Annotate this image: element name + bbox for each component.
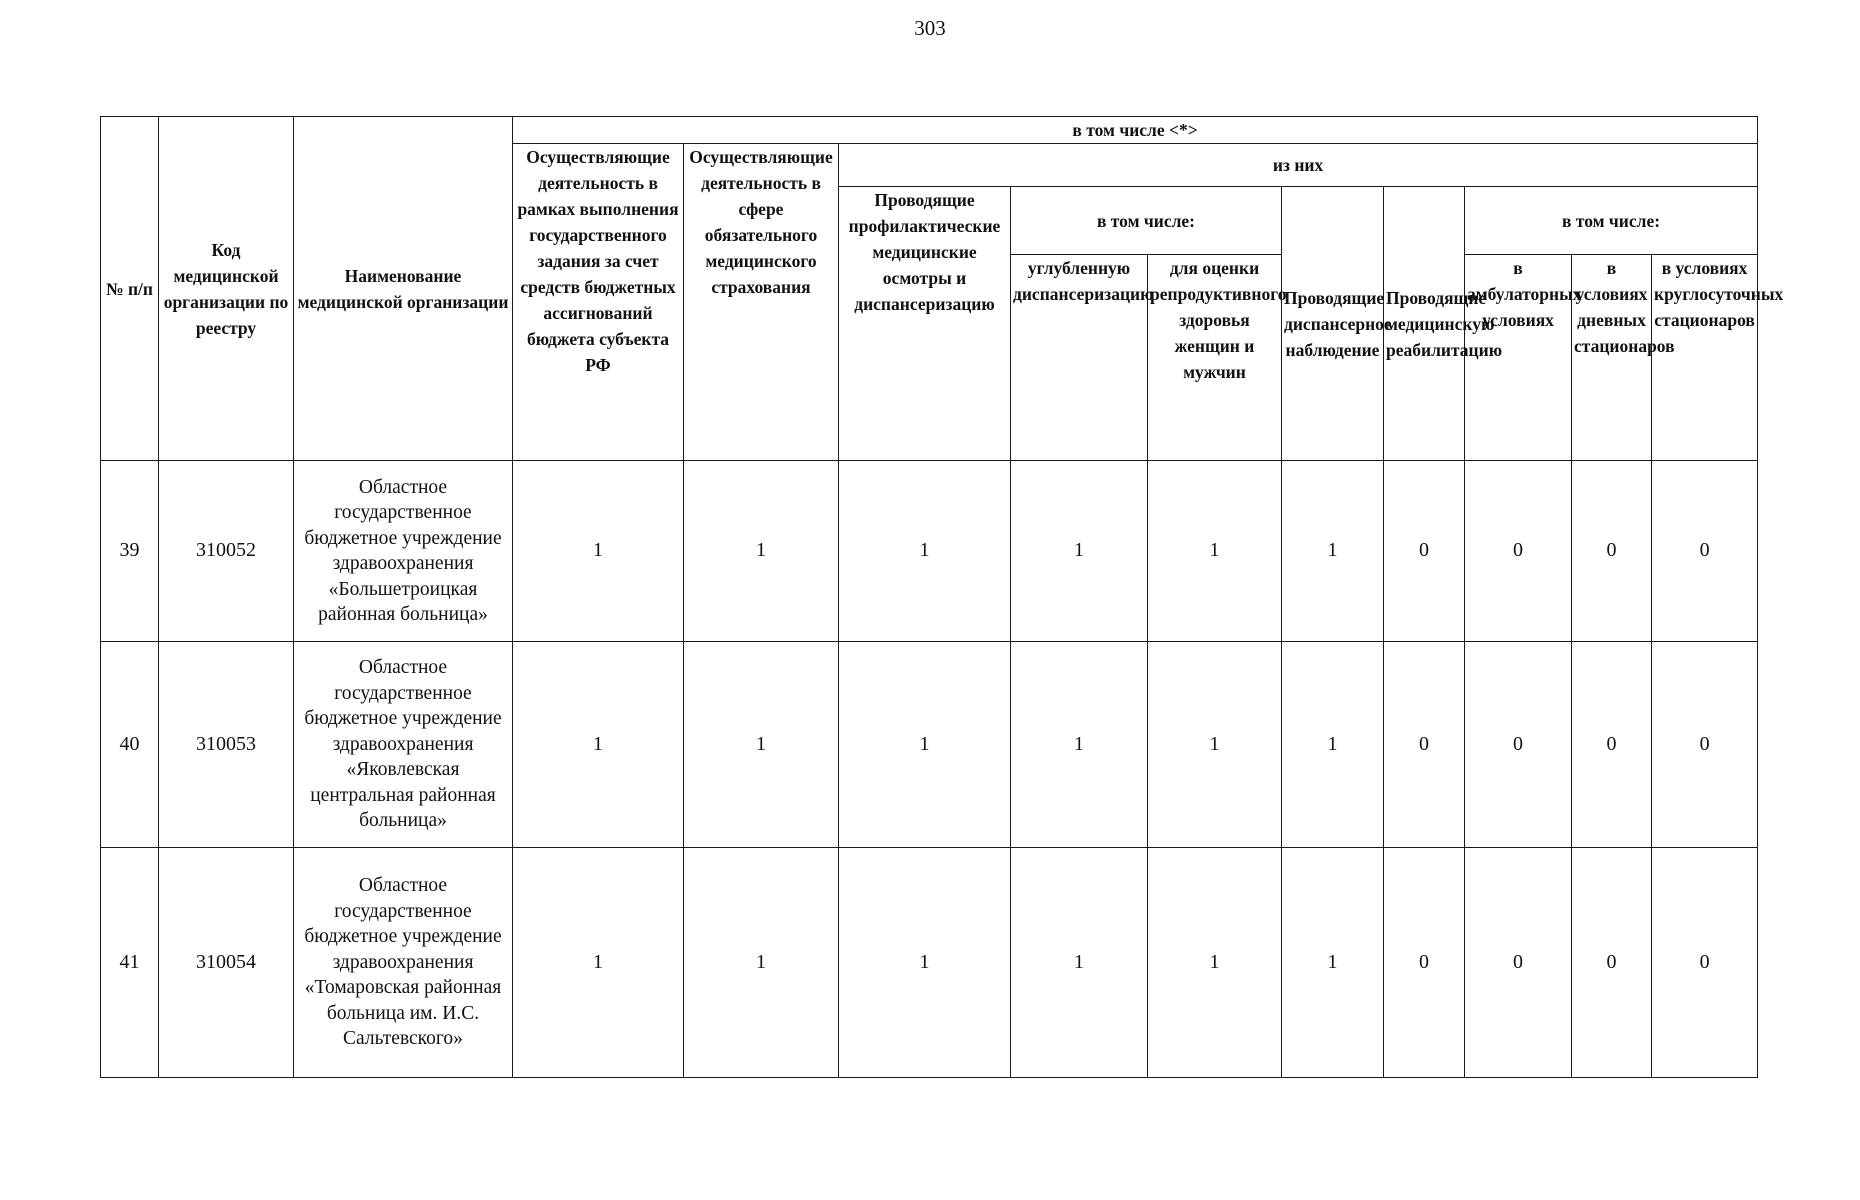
- cell-deep-dispensarization: 1: [1011, 848, 1148, 1078]
- cell-reproductive-health: 1: [1148, 848, 1282, 1078]
- cell-num: 41: [101, 848, 159, 1078]
- cell-outpatient: 0: [1465, 642, 1572, 848]
- header-including-rehabilitation: в том числе:: [1465, 187, 1758, 255]
- cell-rehabilitation: 0: [1384, 461, 1465, 642]
- cell-code: 310052: [159, 461, 294, 642]
- cell-reproductive-health: 1: [1148, 642, 1282, 848]
- cell-rehabilitation: 0: [1384, 642, 1465, 848]
- header-prophylactic: Проводящие профилактические медицинские осмотры и диспансеризацию: [839, 187, 1011, 461]
- cell-num: 40: [101, 642, 159, 848]
- cell-prophylactic: 1: [839, 642, 1011, 848]
- cell-reproductive-health: 1: [1148, 461, 1282, 642]
- cell-budget: 1: [513, 461, 684, 642]
- header-of-them: из них: [839, 144, 1758, 187]
- header-reproductive-health: для оценки репродуктивного здоровья женщин и мужчин: [1148, 255, 1282, 461]
- header-budget: Осуществляющие деятельность в рамках выполнения государственного задания за счет средств бюджетных ассигнований бюджета субъекта РФ: [513, 144, 684, 461]
- cell-prophylactic: 1: [839, 461, 1011, 642]
- page-number: 303: [914, 16, 946, 40]
- table-row: [101, 461, 1758, 642]
- cell-round-the-clock-hospital: 0: [1652, 848, 1758, 1078]
- cell-oms: 1: [684, 642, 839, 848]
- table-body: [101, 461, 1758, 1078]
- header-num: № п/п: [101, 117, 159, 461]
- cell-prophylactic: 1: [839, 848, 1011, 1078]
- header-code: Код медицинской организации по реестру: [159, 117, 294, 461]
- cell-rehabilitation: 0: [1384, 848, 1465, 1078]
- cell-dispensary: 1: [1282, 848, 1384, 1078]
- cell-round-the-clock-hospital: 0: [1652, 461, 1758, 642]
- header-name: Наименование медицинской организации: [294, 117, 513, 461]
- header-oms: Осуществляющие деятельность в сфере обязательного медицинского страхования: [684, 144, 839, 461]
- table-row: [101, 848, 1758, 1078]
- header-including-prophylactic: в том числе:: [1011, 187, 1282, 255]
- cell-day-hospital: 0: [1572, 848, 1652, 1078]
- header-round-the-clock-hospital: в условиях круглосуточных стационаров: [1652, 255, 1758, 461]
- cell-num: 39: [101, 461, 159, 642]
- header-outpatient: в амбулаторных условиях: [1465, 255, 1572, 461]
- table-header: [101, 117, 1784, 461]
- medical-organizations-table: [100, 116, 1784, 1078]
- header-dispensary: Проводящие диспансерное наблюдение: [1282, 187, 1384, 461]
- cell-budget: 1: [513, 642, 684, 848]
- cell-day-hospital: 0: [1572, 461, 1652, 642]
- cell-day-hospital: 0: [1572, 642, 1652, 848]
- cell-deep-dispensarization: 1: [1011, 642, 1148, 848]
- cell-name: Областное государственное бюджетное учреждение здравоохранения «Яковлевская центральная районная больница»: [294, 642, 513, 848]
- cell-budget: 1: [513, 848, 684, 1078]
- cell-code: 310053: [159, 642, 294, 848]
- header-deep-dispensarization: углубленную диспансеризацию: [1011, 255, 1148, 461]
- table-row: [101, 642, 1758, 848]
- cell-oms: 1: [684, 848, 839, 1078]
- cell-dispensary: 1: [1282, 642, 1384, 848]
- cell-code: 310054: [159, 848, 294, 1078]
- cell-outpatient: 0: [1465, 848, 1572, 1078]
- header-day-hospital: в условиях дневных стационаров: [1572, 255, 1652, 461]
- header-including-top: в том числе <*>: [513, 117, 1758, 144]
- cell-outpatient: 0: [1465, 461, 1572, 642]
- header-rehabilitation: Проводящие медицинскую реабилитацию: [1384, 187, 1465, 461]
- cell-deep-dispensarization: 1: [1011, 461, 1148, 642]
- cell-dispensary: 1: [1282, 461, 1384, 642]
- cell-name: Областное государственное бюджетное учреждение здравоохранения «Большетроицкая районная больница»: [294, 461, 513, 642]
- cell-oms: 1: [684, 461, 839, 642]
- cell-name: Областное государственное бюджетное учреждение здравоохранения «Томаровская районная больница им. И.С. Сальтевского»: [294, 848, 513, 1078]
- cell-round-the-clock-hospital: 0: [1652, 642, 1758, 848]
